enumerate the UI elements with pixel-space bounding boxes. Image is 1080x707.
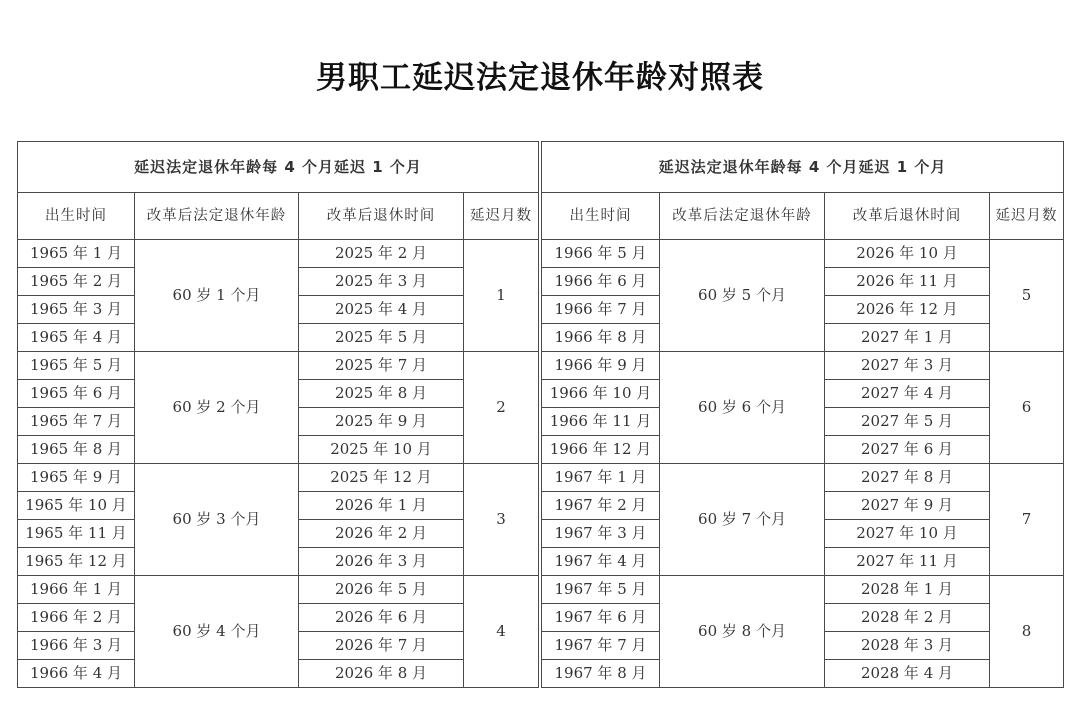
delay-months-cell: 8 <box>990 576 1064 688</box>
retirement-time-cell: 2025 年 2 月 <box>299 240 464 268</box>
delay-months-header: 延迟月数 <box>990 193 1064 240</box>
birth-time-cell: 1965 年 10 月 <box>18 492 135 520</box>
birth-time-cell: 1965 年 3 月 <box>18 296 135 324</box>
retirement-age-header: 改革后法定退休年龄 <box>135 193 299 240</box>
retirement-time-cell: 2026 年 7 月 <box>299 632 464 660</box>
retirement-age-cell: 60 岁 2 个月 <box>135 352 299 464</box>
birth-time-cell: 1966 年 11 月 <box>542 408 660 436</box>
retirement-time-cell: 2028 年 1 月 <box>825 576 990 604</box>
retirement-time-cell: 2028 年 2 月 <box>825 604 990 632</box>
retirement-time-cell: 2026 年 10 月 <box>825 240 990 268</box>
birth-time-cell: 1966 年 9 月 <box>542 352 660 380</box>
column-header-row <box>542 193 1064 240</box>
birth-time-cell: 1965 年 4 月 <box>18 324 135 352</box>
birth-time-cell: 1966 年 4 月 <box>18 660 135 688</box>
birth-time-cell: 1967 年 1 月 <box>542 464 660 492</box>
retirement-time-cell: 2027 年 1 月 <box>825 324 990 352</box>
birth-time-cell: 1967 年 5 月 <box>542 576 660 604</box>
birth-time-cell: 1966 年 7 月 <box>542 296 660 324</box>
birth-time-cell: 1967 年 4 月 <box>542 548 660 576</box>
retirement-age-cell: 60 岁 1 个月 <box>135 240 299 352</box>
delay-months-header: 延迟月数 <box>464 193 539 240</box>
delay-months-cell: 6 <box>990 352 1064 464</box>
table-row <box>18 352 539 380</box>
birth-time-header: 出生时间 <box>18 193 135 240</box>
retirement-time-cell: 2026 年 8 月 <box>299 660 464 688</box>
retirement-time-cell: 2026 年 12 月 <box>825 296 990 324</box>
delay-months-cell: 4 <box>464 576 539 688</box>
table-header: 延迟法定退休年龄每 4 个月延迟 1 个月 <box>542 142 1064 193</box>
birth-time-cell: 1966 年 6 月 <box>542 268 660 296</box>
table-row <box>542 464 1064 492</box>
retirement-age-cell: 60 岁 3 个月 <box>135 464 299 576</box>
table-row <box>542 240 1064 268</box>
retirement-time-cell: 2027 年 10 月 <box>825 520 990 548</box>
retirement-time-cell: 2025 年 7 月 <box>299 352 464 380</box>
retirement-age-cell: 60 岁 8 个月 <box>660 576 825 688</box>
retirement-table-right <box>541 141 1064 688</box>
retirement-time-cell: 2026 年 5 月 <box>299 576 464 604</box>
table-header: 延迟法定退休年龄每 4 个月延迟 1 个月 <box>18 142 539 193</box>
retirement-time-cell: 2025 年 10 月 <box>299 436 464 464</box>
birth-time-cell: 1967 年 2 月 <box>542 492 660 520</box>
delay-months-cell: 2 <box>464 352 539 464</box>
birth-time-cell: 1965 年 5 月 <box>18 352 135 380</box>
table-title-row <box>542 142 1064 193</box>
birth-time-cell: 1966 年 10 月 <box>542 380 660 408</box>
retirement-age-header: 改革后法定退休年龄 <box>660 193 825 240</box>
retirement-time-cell: 2025 年 5 月 <box>299 324 464 352</box>
retirement-time-cell: 2027 年 11 月 <box>825 548 990 576</box>
retirement-time-header: 改革后退休时间 <box>299 193 464 240</box>
birth-time-cell: 1965 年 12 月 <box>18 548 135 576</box>
retirement-time-cell: 2026 年 11 月 <box>825 268 990 296</box>
delay-months-cell: 1 <box>464 240 539 352</box>
retirement-table-left <box>17 141 539 688</box>
retirement-time-cell: 2028 年 4 月 <box>825 660 990 688</box>
retirement-time-header: 改革后退休时间 <box>825 193 990 240</box>
retirement-time-cell: 2025 年 12 月 <box>299 464 464 492</box>
retirement-time-cell: 2026 年 1 月 <box>299 492 464 520</box>
retirement-time-cell: 2027 年 6 月 <box>825 436 990 464</box>
birth-time-cell: 1965 年 9 月 <box>18 464 135 492</box>
retirement-time-cell: 2027 年 5 月 <box>825 408 990 436</box>
birth-time-cell: 1966 年 1 月 <box>18 576 135 604</box>
retirement-age-cell: 60 岁 6 个月 <box>660 352 825 464</box>
retirement-time-cell: 2027 年 9 月 <box>825 492 990 520</box>
retirement-time-cell: 2025 年 3 月 <box>299 268 464 296</box>
birth-time-cell: 1966 年 5 月 <box>542 240 660 268</box>
birth-time-cell: 1966 年 3 月 <box>18 632 135 660</box>
birth-time-cell: 1966 年 2 月 <box>18 604 135 632</box>
birth-time-cell: 1967 年 8 月 <box>542 660 660 688</box>
delay-months-cell: 3 <box>464 464 539 576</box>
table-title-row <box>18 142 539 193</box>
column-header-row <box>18 193 539 240</box>
retirement-time-cell: 2027 年 4 月 <box>825 380 990 408</box>
retirement-time-cell: 2026 年 6 月 <box>299 604 464 632</box>
birth-time-cell: 1965 年 7 月 <box>18 408 135 436</box>
retirement-time-cell: 2027 年 3 月 <box>825 352 990 380</box>
birth-time-cell: 1965 年 2 月 <box>18 268 135 296</box>
table-row <box>542 576 1064 604</box>
retirement-age-cell: 60 岁 5 个月 <box>660 240 825 352</box>
page-title: 男职工延迟法定退休年龄对照表 <box>316 60 764 96</box>
retirement-time-cell: 2025 年 9 月 <box>299 408 464 436</box>
retirement-time-cell: 2025 年 8 月 <box>299 380 464 408</box>
birth-time-header: 出生时间 <box>542 193 660 240</box>
table-row <box>18 576 539 604</box>
retirement-time-cell: 2028 年 3 月 <box>825 632 990 660</box>
birth-time-cell: 1965 年 8 月 <box>18 436 135 464</box>
retirement-age-cell: 60 岁 4 个月 <box>135 576 299 688</box>
retirement-age-cell: 60 岁 7 个月 <box>660 464 825 576</box>
birth-time-cell: 1967 年 3 月 <box>542 520 660 548</box>
retirement-time-cell: 2025 年 4 月 <box>299 296 464 324</box>
table-row <box>18 240 539 268</box>
birth-time-cell: 1967 年 7 月 <box>542 632 660 660</box>
delay-months-cell: 7 <box>990 464 1064 576</box>
birth-time-cell: 1967 年 6 月 <box>542 604 660 632</box>
table-row <box>18 464 539 492</box>
delay-months-cell: 5 <box>990 240 1064 352</box>
birth-time-cell: 1965 年 11 月 <box>18 520 135 548</box>
retirement-time-cell: 2026 年 3 月 <box>299 548 464 576</box>
birth-time-cell: 1965 年 1 月 <box>18 240 135 268</box>
retirement-time-cell: 2027 年 8 月 <box>825 464 990 492</box>
birth-time-cell: 1966 年 8 月 <box>542 324 660 352</box>
retirement-time-cell: 2026 年 2 月 <box>299 520 464 548</box>
birth-time-cell: 1965 年 6 月 <box>18 380 135 408</box>
table-row <box>542 352 1064 380</box>
birth-time-cell: 1966 年 12 月 <box>542 436 660 464</box>
